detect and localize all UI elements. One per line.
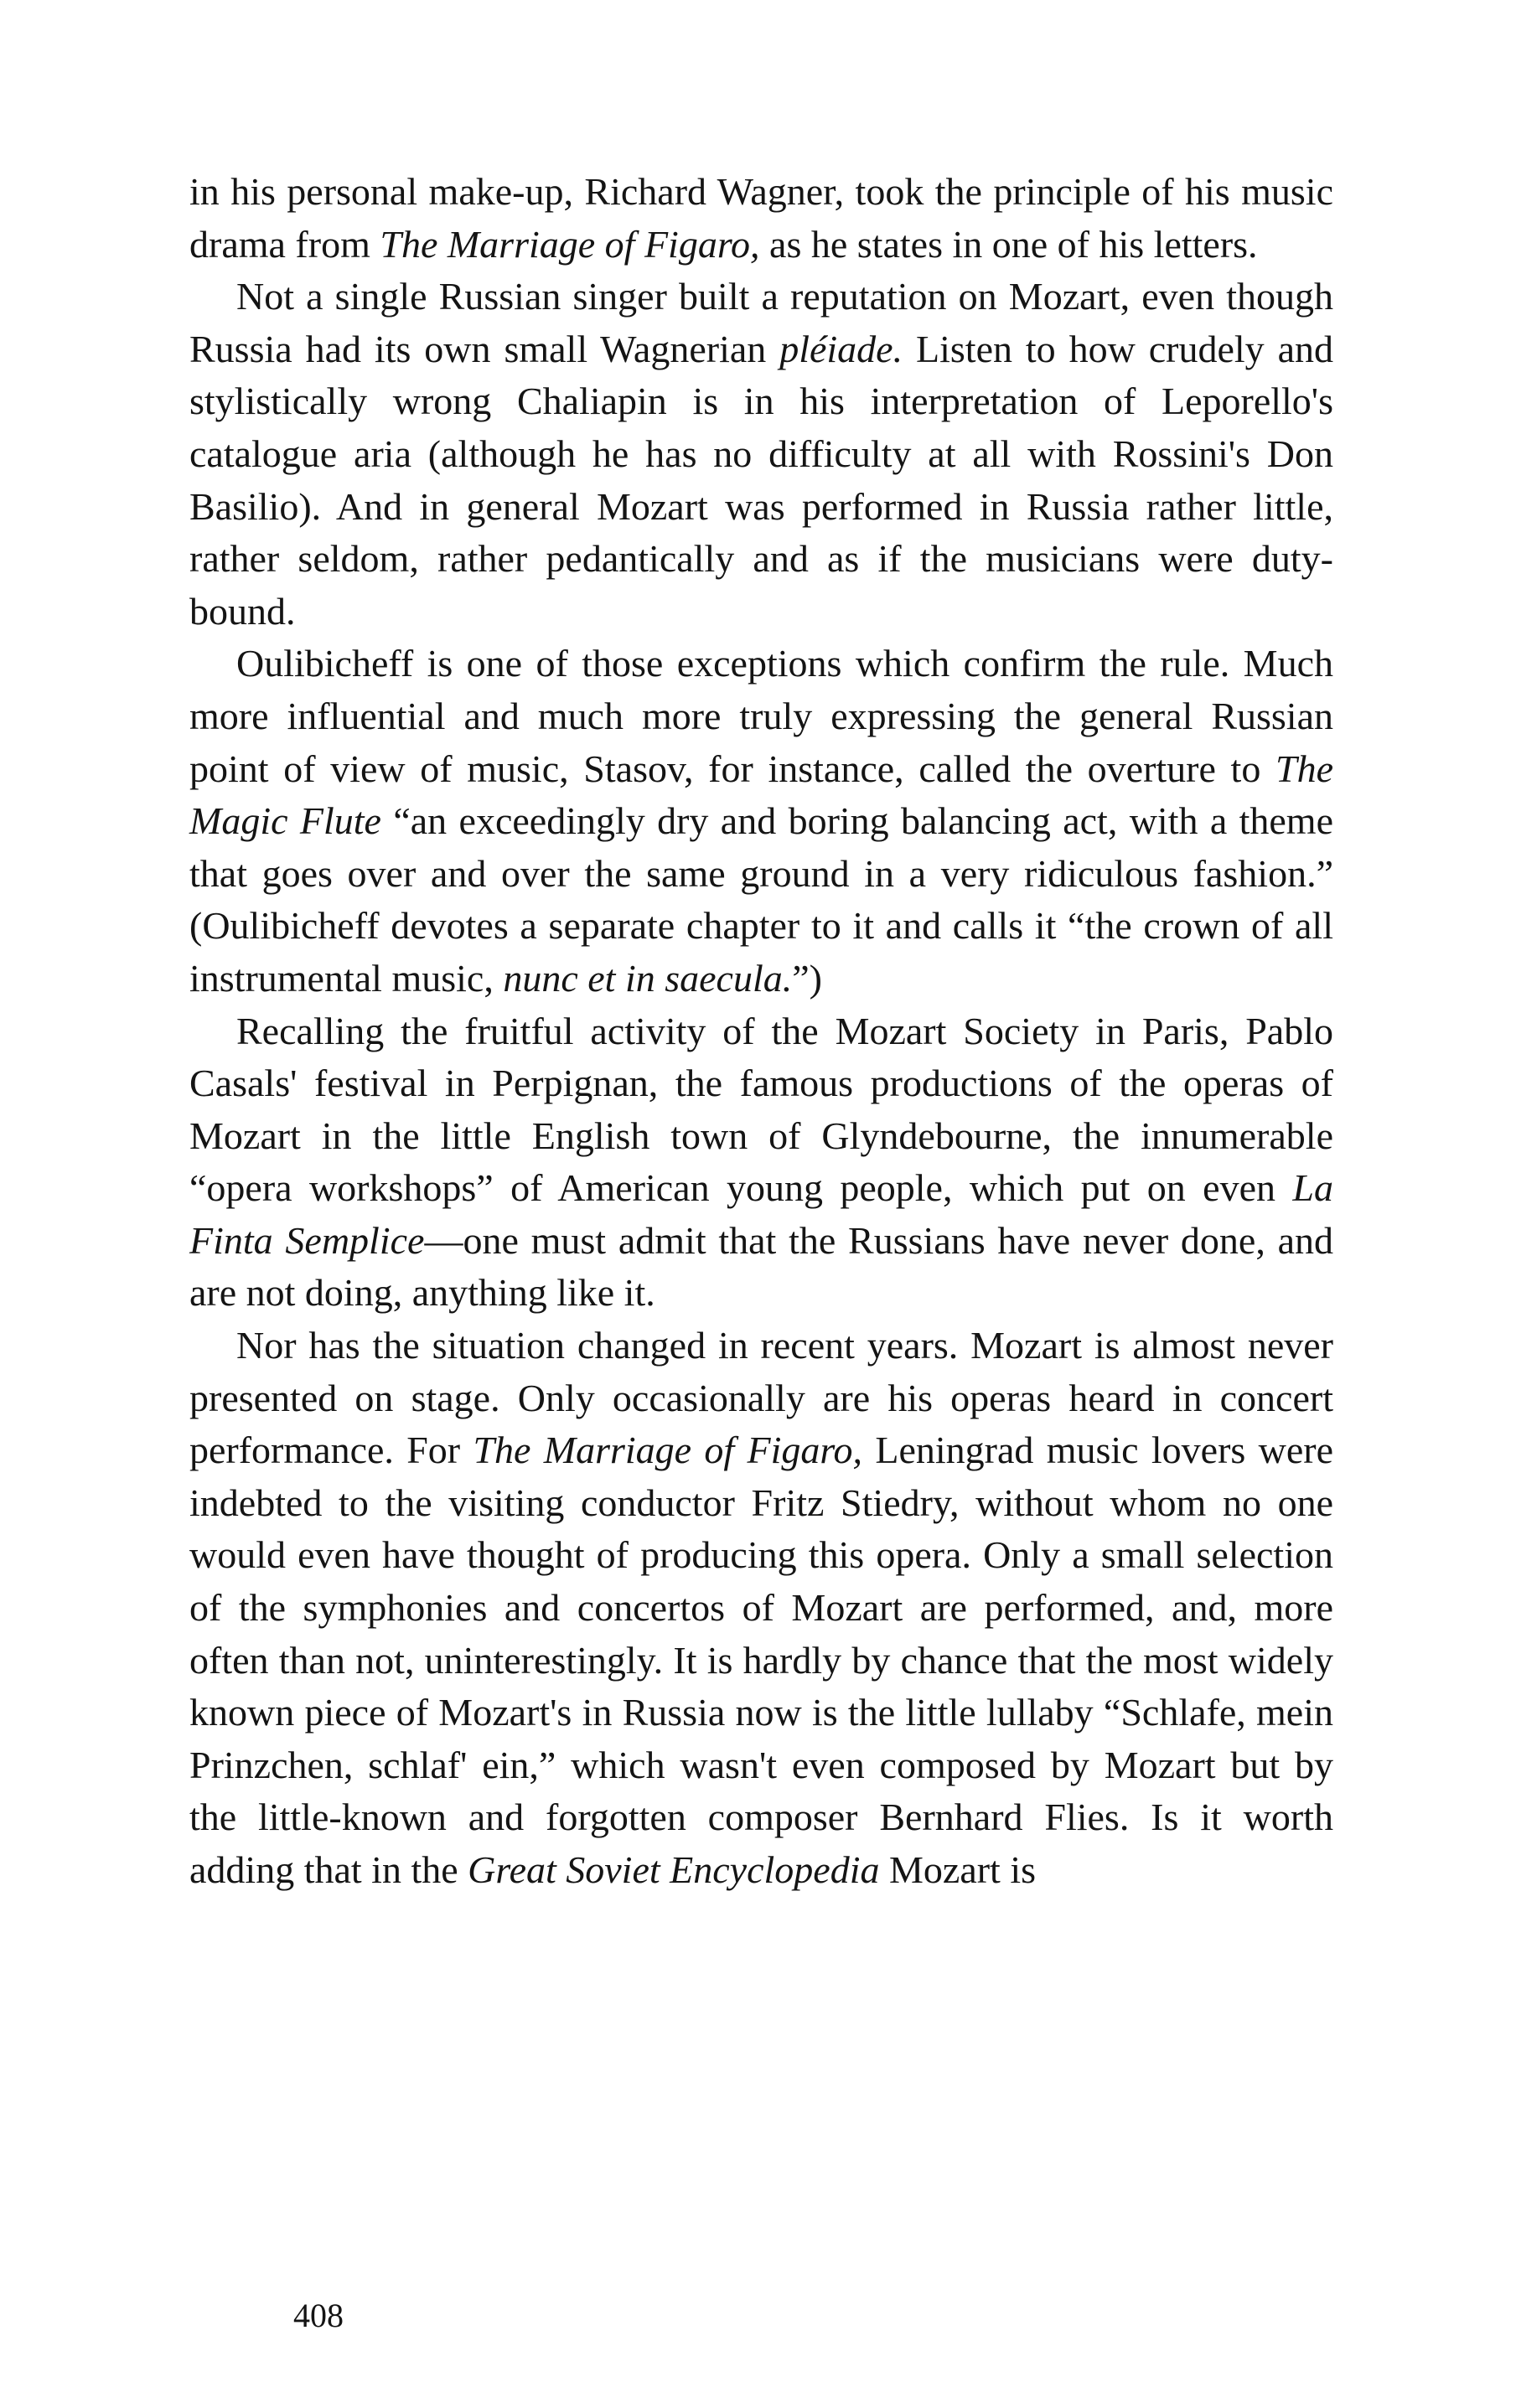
italic-phrase: nunc et in saecula. [503, 956, 793, 1000]
text-segment: Oulibicheff is one of those exceptions which confirm the rule. Much more influential and much more truly expressing the general Russian point of view of music, Stasov, for instance, called the overture to [189, 642, 1333, 790]
page-body-text [189, 166, 1333, 1897]
italic-title: The Marriage of Figaro, [380, 222, 760, 266]
paragraph [189, 1320, 1333, 1897]
italic-title: La Finta Semplice [189, 1166, 1333, 1262]
paragraph [189, 638, 1333, 1005]
text-segment: Nor has the situation changed in recent years. Mozart is almost never presented on stage. Only occasionally are his operas heard in concert performance. For [189, 1324, 1333, 1472]
text-segment: —one must admit that the Russians have never done, and are not doing, anything like it. [189, 1218, 1333, 1315]
paragraph [189, 1005, 1333, 1320]
text-segment: Not a single Russian singer built a reputation on Mozart, even though Russia had its own small Wagnerian [189, 275, 1333, 370]
text-segment: Leningrad music lovers were indebted to the visiting conductor Fritz Stiedry, without whom no one would even have thought of producing this opera. Only a small selection of the symphonies and concertos of Mozart are performed, and, more often than not, uninterestingly. It is hardly by chance that the most widely known piece of Mozart's in Russia now is the little lullaby “Schlafe, mein Prinzchen, schlaf' ein,” which wasn't even composed by Mozart but by the little-known and forgotten composer Bernhard Flies. Is it worth adding that in the [189, 1429, 1333, 1891]
page-number: 408 [293, 2297, 344, 2334]
text-segment: in his personal make-up, Richard Wagner, took the principle of his music drama from [189, 170, 1333, 266]
italic-title: The Magic Flute [189, 747, 1333, 843]
text-segment: ”) [792, 956, 823, 1000]
text-segment: Listen to how crudely and stylistically wrong Chaliapin is in his interpretation of Leporello's catalogue aria (although he has no difficulty at all with Rossini's Don Basilio). And in general Mozart was performed in Russia rather little, rather seldom, rather pedantically and as if the musicians were duty-bound. [189, 327, 1333, 633]
italic-term: pléiade. [779, 327, 903, 370]
paragraph-continued [189, 166, 1333, 271]
italic-title: Great Soviet Encyclopedia [468, 1848, 880, 1891]
text-segment: Mozart is [879, 1848, 1037, 1891]
text-segment: “an exceedingly dry and boring balancing act, with a theme that goes over and over the same ground in a very ridiculous fashion.” (Oulibicheff devotes a separate chapter to it and calls it “the crown of all instrumental music, [189, 799, 1334, 1000]
italic-title: The Marriage of Figaro, [473, 1429, 863, 1472]
text-segment: as he states in one of his letters. [759, 222, 1258, 266]
text-segment: Recalling the fruitful activity of the Mozart Society in Paris, Pablo Casals' festival in Perpignan, the famous productions of the operas of Mozart in the little English town of Glyndebourne, the innumerable “opera workshops” of American young people, which put on even [189, 1009, 1333, 1210]
paragraph [189, 271, 1333, 638]
